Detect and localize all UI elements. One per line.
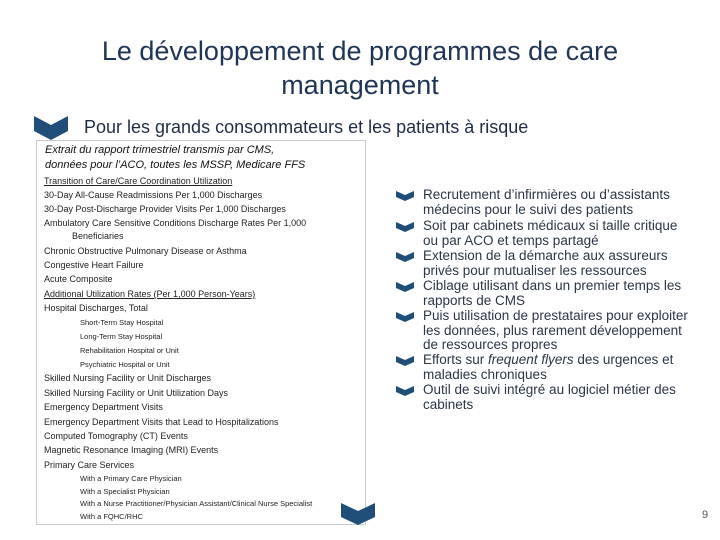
chevron-bullet-icon (341, 503, 375, 525)
report-row: With a FQHC/RHC (80, 512, 143, 521)
bullet-text (423, 353, 695, 382)
chevron-bullet-icon (396, 222, 414, 232)
report-row: Beneficiaries (72, 231, 124, 241)
slide-title: Le développement de programmes de care management (101, 36, 619, 100)
page-number: 9 (702, 509, 709, 521)
report-row: 30-Day All-Cause Readmissions Per 1,000 Discharges (44, 190, 263, 200)
bullet-text: Outil de suivi intégré au logiciel métier des cabinets (423, 382, 676, 412)
report-row: Skilled Nursing Facility or Unit Utilization Days (44, 388, 229, 398)
report-row: Primary Care Services (44, 460, 135, 470)
report-row: Congestive Heart Failure (44, 260, 144, 270)
bullet-text: Ciblage utilisant dans un premier temps les rapports de CMS (423, 278, 682, 308)
report-row: Rehabilitation Hospital or Unit (80, 346, 179, 355)
bullet-text: Recrutement d’infirmières ou d’assistants médecins pour le suivi des patients (423, 187, 670, 217)
panel-header-line-1: Extrait du rapport trimestriel transmis par CMS, (45, 144, 275, 156)
subheading: Pour les grands consommateurs et les patients à risque (84, 117, 529, 137)
chevron-bullet-icon (396, 312, 414, 322)
chevron-bullet-icon (34, 116, 68, 140)
chevron-bullet-icon (396, 252, 414, 262)
report-row: With a Primary Care Physician (80, 474, 182, 483)
report-row: Long-Term Stay Hospital (80, 332, 163, 341)
report-row: Emergency Department Visits (44, 402, 163, 412)
bullet-text: Soit par cabinets médicaux si taille critique ou par ACO et temps partagé (423, 218, 678, 248)
report-row: Computed Tomography (CT) Events (44, 431, 188, 441)
bullet-text-emphasis: frequent flyers (488, 352, 574, 367)
report-row: With a Specialist Physician (80, 487, 170, 496)
report-row: Skilled Nursing Facility or Unit Discharges (44, 373, 212, 383)
report-row: Additional Utilization Rates (Per 1,000 Person-Years) (44, 289, 256, 299)
chevron-bullet-icon (396, 356, 414, 366)
chevron-bullet-icon (396, 282, 414, 292)
report-row: Short-Term Stay Hospital (80, 318, 164, 327)
bullet-text: Puis utilisation de prestataires pour exploiter les données, plus rarement développement de ressources propres (423, 308, 688, 352)
report-row: Psychiatric Hospital or Unit (80, 360, 170, 369)
report-row: Transition of Care/Care Coordination Utilization (44, 176, 233, 186)
report-row: Ambulatory Care Sensitive Conditions Discharge Rates Per 1,000 (44, 218, 307, 228)
bullet-text-part: des urgences et maladies chroniques (423, 352, 674, 382)
report-row: Chronic Obstructive Pulmonary Disease or Asthma (44, 246, 247, 256)
chevron-bullet-icon (396, 386, 414, 396)
report-row: 30-Day Post-Discharge Provider Visits Per 1,000 Discharges (44, 204, 286, 214)
panel-header (45, 143, 305, 173)
report-row: With a Nurse Practitioner/Physician Assistant/Clinical Nurse Specialist (80, 499, 313, 508)
report-row: Magnetic Resonance Imaging (MRI) Events (44, 445, 219, 455)
panel-header-line-2: données pour l’ACO, toutes les MSSP, Medicare FFS (45, 159, 306, 171)
bullet-text: Extension de la démarche aux assureurs privés pour mutualiser les ressources (423, 248, 668, 278)
report-row: Hospital Discharges, Total (44, 303, 148, 313)
report-row: Emergency Department Visits that Lead to Hospitalizations (44, 417, 279, 427)
bullet-text-part: Efforts sur (423, 352, 489, 367)
report-row: Acute Composite (44, 274, 113, 284)
chevron-bullet-icon (396, 191, 414, 201)
